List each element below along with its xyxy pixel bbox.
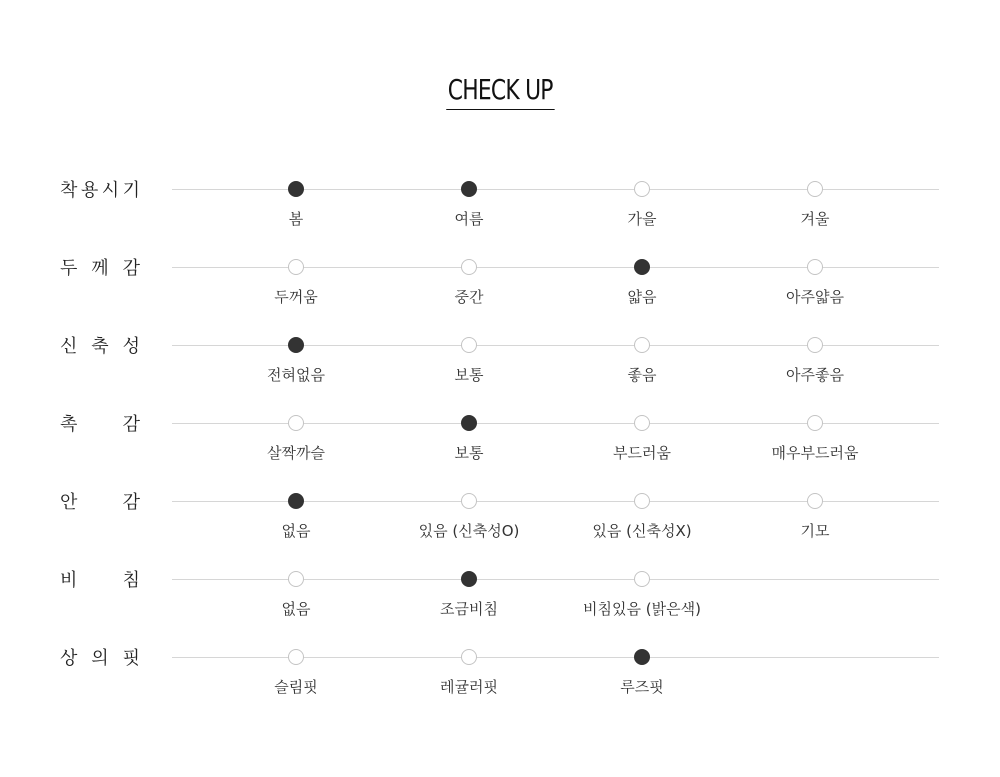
- selected-dot-icon: [461, 571, 477, 587]
- checkup-header: [0, 72, 1000, 110]
- row-label-char: 두: [60, 258, 78, 279]
- option-label: 살짝까슬: [267, 444, 325, 462]
- option-label: 보통: [454, 444, 484, 462]
- option-label: 비침있음 (밝은색): [583, 600, 701, 618]
- row-label-char: 침: [122, 570, 140, 591]
- option-label: 없음: [281, 522, 311, 540]
- option-label: 봄: [288, 210, 304, 228]
- unselected-dot-icon: [634, 571, 650, 587]
- row-label-char: 감: [122, 414, 140, 435]
- unselected-dot-icon: [461, 337, 477, 353]
- option-label: 중간: [454, 288, 484, 306]
- unselected-dot-icon: [288, 259, 304, 275]
- row-label-char: 감: [122, 492, 140, 513]
- unselected-dot-icon: [807, 493, 823, 509]
- row-label: [60, 256, 140, 278]
- row-label: [60, 568, 140, 590]
- page-title: CHECK UP: [446, 72, 554, 110]
- option-label: 부드러움: [613, 444, 671, 462]
- row-label-char: 감: [122, 258, 140, 279]
- row-label: [60, 646, 140, 668]
- checkup-row: [0, 412, 1000, 472]
- row-label-char: 비: [60, 570, 78, 591]
- option-label: 겨울: [800, 210, 830, 228]
- row-label: [60, 178, 140, 200]
- row-label-char: 착: [60, 180, 78, 201]
- checkup-row: [0, 256, 1000, 316]
- row-label-char: 신: [60, 336, 78, 357]
- option-label: 슬림핏: [274, 678, 318, 696]
- option-label: 두꺼움: [274, 288, 318, 306]
- unselected-dot-icon: [807, 181, 823, 197]
- checkup-row: [0, 490, 1000, 550]
- row-label-char: 성: [122, 336, 140, 357]
- unselected-dot-icon: [461, 259, 477, 275]
- selected-dot-icon: [288, 337, 304, 353]
- option-label: 여름: [454, 210, 484, 228]
- option-label: 얇음: [627, 288, 657, 306]
- unselected-dot-icon: [461, 493, 477, 509]
- selected-dot-icon: [634, 259, 650, 275]
- row-label-char: 상: [60, 648, 78, 669]
- selected-dot-icon: [461, 181, 477, 197]
- unselected-dot-icon: [288, 415, 304, 431]
- row-label-char: 촉: [60, 414, 78, 435]
- row-label: [60, 412, 140, 434]
- row-label-char: 핏: [122, 648, 140, 669]
- option-label: 레귤러핏: [440, 678, 498, 696]
- unselected-dot-icon: [807, 259, 823, 275]
- unselected-dot-icon: [634, 493, 650, 509]
- checkup-row: [0, 646, 1000, 706]
- row-label-char: 께: [91, 258, 109, 279]
- row-label-char: 안: [60, 492, 78, 513]
- unselected-dot-icon: [634, 181, 650, 197]
- unselected-dot-icon: [807, 415, 823, 431]
- unselected-dot-icon: [807, 337, 823, 353]
- option-label: 전혀없음: [267, 366, 325, 384]
- row-label-char: 축: [91, 336, 109, 357]
- option-label: 보통: [454, 366, 484, 384]
- option-label: 있음 (신축성X): [592, 522, 692, 540]
- unselected-dot-icon: [634, 337, 650, 353]
- checkup-row: [0, 178, 1000, 238]
- option-label: 매우부드러움: [771, 444, 859, 462]
- row-label-char: 용: [80, 180, 99, 201]
- unselected-dot-icon: [288, 649, 304, 665]
- row-label-char: 기: [122, 180, 140, 201]
- option-label: 가을: [627, 210, 657, 228]
- checkup-row: [0, 334, 1000, 394]
- unselected-dot-icon: [461, 649, 477, 665]
- unselected-dot-icon: [288, 571, 304, 587]
- option-label: 없음: [281, 600, 311, 618]
- row-label: [60, 490, 140, 512]
- option-label: 좋음: [627, 366, 657, 384]
- selected-dot-icon: [288, 181, 304, 197]
- unselected-dot-icon: [634, 415, 650, 431]
- selected-dot-icon: [634, 649, 650, 665]
- row-label-char: 의: [91, 648, 109, 669]
- option-label: 있음 (신축성O): [418, 522, 520, 540]
- row-label-char: 시: [101, 180, 120, 201]
- option-label: 기모: [800, 522, 830, 540]
- checkup-row: [0, 568, 1000, 628]
- selected-dot-icon: [288, 493, 304, 509]
- row-label: [60, 334, 140, 356]
- selected-dot-icon: [461, 415, 477, 431]
- option-label: 조금비침: [440, 600, 498, 618]
- option-label: 아주얇음: [786, 288, 844, 306]
- option-label: 아주좋음: [786, 366, 844, 384]
- option-label: 루즈핏: [620, 678, 664, 696]
